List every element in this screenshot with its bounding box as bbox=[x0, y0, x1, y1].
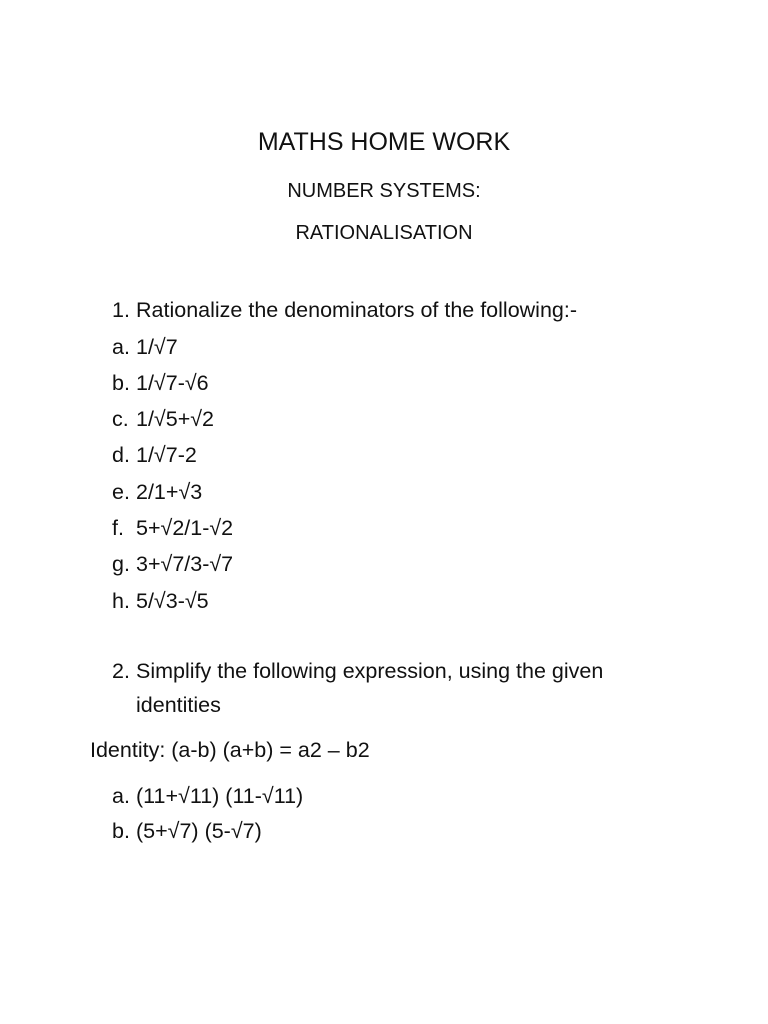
question-2-prompt: Simplify the following expression, using the given bbox=[136, 659, 604, 683]
question-2-number: 2. bbox=[112, 659, 130, 683]
list-item-text: 1/√7 bbox=[136, 335, 178, 359]
list-item-marker: f. bbox=[112, 516, 124, 540]
list-item-marker: h. bbox=[112, 589, 130, 613]
list-item-text: 3+√7/3-√7 bbox=[136, 552, 234, 576]
question-2-prompt-continued: identities bbox=[136, 693, 221, 717]
list-item-marker: a. bbox=[112, 784, 130, 808]
list-item-marker: d. bbox=[112, 443, 130, 467]
list-item-text: 5/√3-√5 bbox=[136, 589, 209, 613]
document-subtitle-topic: NUMBER SYSTEMS: bbox=[287, 180, 481, 202]
document-subtitle-subtopic: RATIONALISATION bbox=[295, 222, 473, 244]
list-item-text: (5+√7) (5-√7) bbox=[136, 819, 262, 843]
question-1-number: 1. bbox=[112, 298, 130, 322]
list-item-marker: g. bbox=[112, 552, 130, 576]
list-item-marker: e. bbox=[112, 480, 130, 504]
list-item-text: 1/√7-2 bbox=[136, 443, 197, 467]
list-item-text: (11+√11) (11-√11) bbox=[136, 784, 304, 808]
list-item-marker: b. bbox=[112, 371, 130, 395]
list-item-text: 5+√2/1-√2 bbox=[136, 516, 234, 540]
list-item-marker: a. bbox=[112, 335, 130, 359]
identity-formula: Identity: (a-b) (a+b) = a2 – b2 bbox=[90, 738, 370, 762]
document-title: MATHS HOME WORK bbox=[257, 128, 511, 156]
list-item-text: 1/√7-√6 bbox=[136, 371, 209, 395]
list-item-marker: b. bbox=[112, 819, 130, 843]
list-item-text: 2/1+√3 bbox=[136, 480, 203, 504]
list-item-text: 1/√5+√2 bbox=[136, 407, 215, 431]
list-item-marker: c. bbox=[112, 407, 129, 431]
question-1-prompt: Rationalize the denominators of the following:- bbox=[136, 298, 578, 322]
